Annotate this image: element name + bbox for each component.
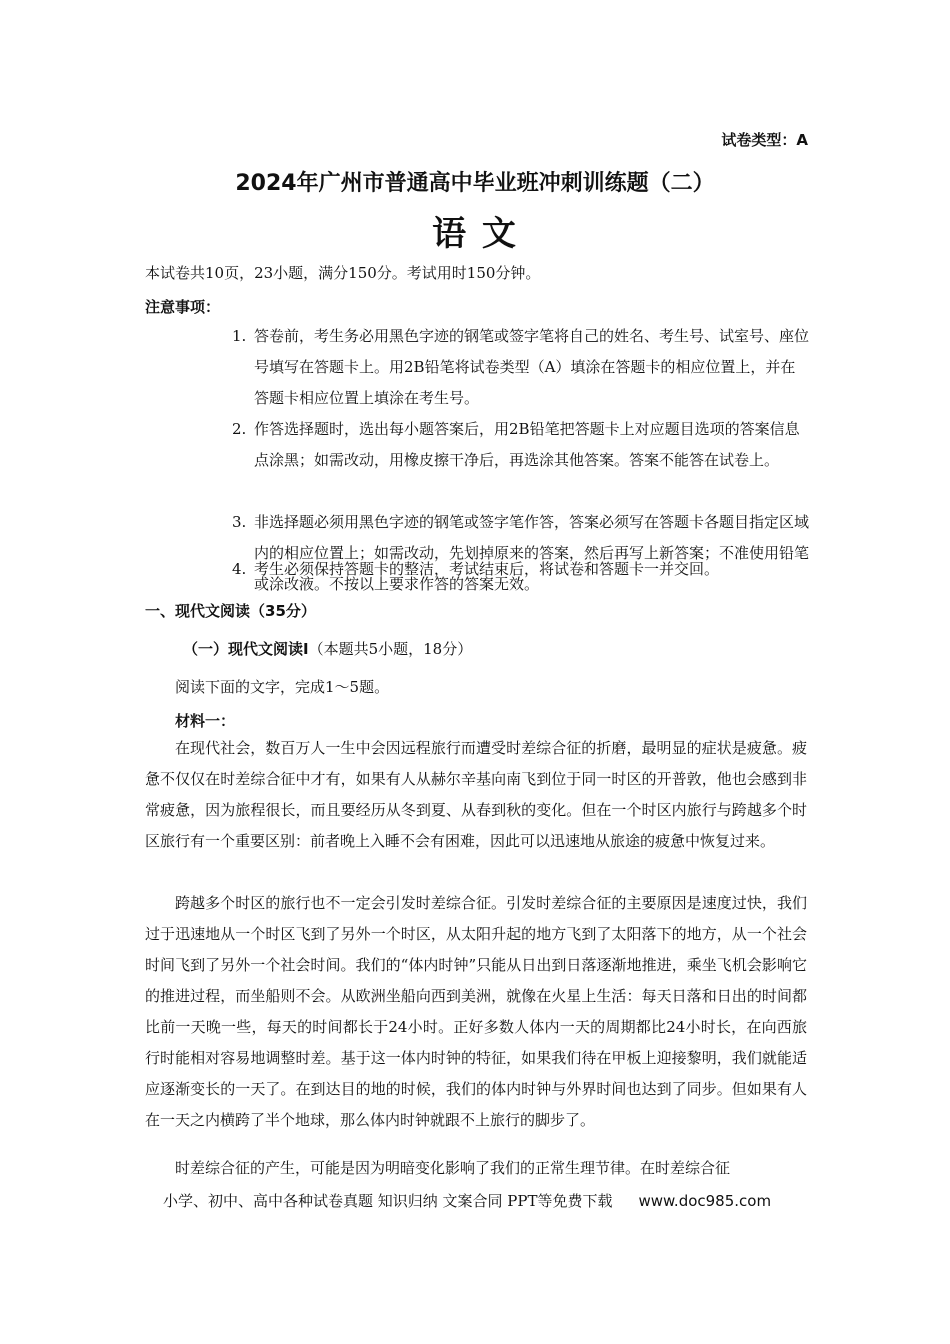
note-text: 作答选择题时，选出每小题答案后，用2B铅笔把答题卡上对应题目选项的答案信息点涂黑；如需改动，用橡皮擦干净后，再选涂其他答案。答案不能答在试卷上。 xyxy=(254,420,800,469)
page-footer xyxy=(163,1190,771,1211)
notes-label: 注意事项： xyxy=(145,298,221,316)
note-item xyxy=(232,321,810,414)
passage-paragraph: 时差综合征的产生，可能是因为明暗变化影响了我们的正常生理节律。在时差综合征 xyxy=(175,1159,731,1177)
note-number: 2. xyxy=(232,420,247,438)
subsection-note: （本题共5小题，18分） xyxy=(308,640,473,658)
note-text: 非选择题必须用黑色字迹的钢笔或签字笔作答，答案必须写在答题卡各题目指定区域内的相应位置上；如需改动，先划掉原来的答案，然后再写上新答案；不准使用铅笔或涂改液。不按以上要求作答的答案无效。 xyxy=(254,513,810,593)
subject-title: 语 文 xyxy=(432,214,518,254)
subsection-title: （一）现代文阅读Ⅰ xyxy=(183,640,309,658)
note-number: 3. xyxy=(232,513,247,531)
note-item xyxy=(232,414,810,476)
note-number: 1. xyxy=(232,327,247,345)
note-item xyxy=(232,554,810,585)
reading-instruction: 阅读下面的文字，完成1～5题。 xyxy=(175,678,390,696)
note-number: 4. xyxy=(232,560,247,578)
footer-url: www.doc985.com xyxy=(638,1192,772,1210)
passage-paragraph: 跨越多个时区的旅行也不一定会引发时差综合征。引发时差综合征的主要原因是速度过快，我们过于迅速地从一个时区飞到了另外一个时区，从太阳升起的地方飞到了太阳落下的地方，从一个社会时间飞到了另外一个社会时间。我们的“体内时钟”只能从日出到日落逐渐地推进，乘坐飞机会影响它的推进过程，而坐船则不会。从欧洲坐船向西到美洲，就像在火星上生活：每天日落和日出的时间都比前一天晚一些，每天的时间都长于24小时。正好多数人体内一天的周期都比24小时长，在向西旅行时能相对容易地调整时差。基于这一体内时钟的特征，如果我们待在甲板上迎接黎明，我们就能适应逐渐变长的一天了。在到达目的地的时候，我们的体内时钟与外界时间也达到了同步。但如果有人在一天之内横跨了半个地球，那么体内时钟就跟不上旅行的脚步了。 xyxy=(145,894,807,1129)
subsection-heading xyxy=(183,638,472,659)
note-text: 考生必须保持答题卡的整洁，考试结束后，将试卷和答题卡一并交回。 xyxy=(254,560,720,578)
section-heading: 一、现代文阅读（35分） xyxy=(145,602,316,620)
paper-type-label: 试卷类型：A xyxy=(721,131,808,149)
footer-text: 小学、初中、高中各种试卷真题 知识归纳 文案合同 PPT等免费下载 xyxy=(163,1192,613,1210)
exam-intro: 本试卷共10页，23小题，满分150分。考试用时150分钟。 xyxy=(145,264,541,282)
passage-paragraph: 在现代社会，数百万人一生中会因远程旅行而遭受时差综合征的折磨，最明显的症状是疲惫。疲惫不仅仅在时差综合征中才有，如果有人从赫尔辛基向南飞到位于同一时区的开普敦，他也会感到非常疲惫，因为旅程很长，而且要经历从冬到夏、从春到秋的变化。但在一个时区内旅行与跨越多个时区旅行有一个重要区别：前者晚上入睡不会有困难，因此可以迅速地从旅途的疲惫中恢复过来。 xyxy=(145,739,807,850)
note-text: 答卷前，考生务必用黑色字迹的钢笔或签字笔将自己的姓名、考生号、试室号、座位号填写在答题卡上。用2B铅笔将试卷类型（A）填涂在答题卡的相应位置上，并在答题卡相应位置上填涂在考生号。 xyxy=(254,327,810,407)
exam-title: 2024年广州市普通高中毕业班冲刺训练题（二） xyxy=(235,171,715,196)
material-label: 材料一： xyxy=(175,712,236,730)
